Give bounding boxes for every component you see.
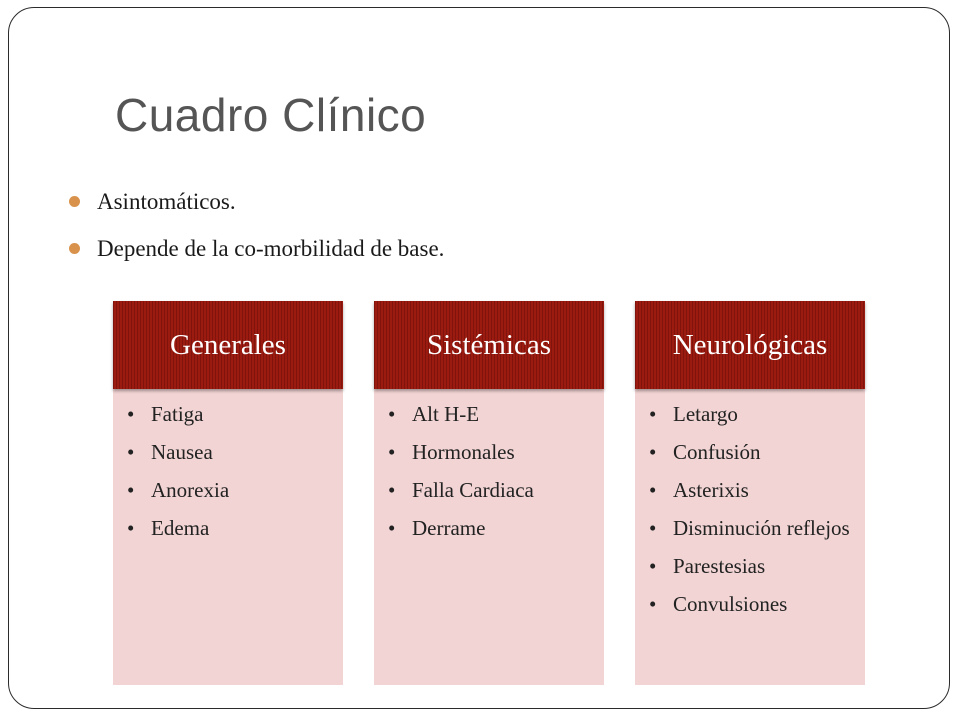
list-item	[388, 515, 598, 541]
bullet-icon: •	[127, 440, 135, 464]
list-item-text: Hormonales	[412, 440, 515, 464]
list-item	[649, 553, 859, 579]
bullet-item	[69, 180, 444, 227]
list-item-text: Fatiga	[151, 402, 204, 426]
bullet-icon: •	[649, 402, 657, 426]
slide-title: Cuadro Clínico	[115, 89, 427, 141]
list-item-text: Letargo	[673, 402, 738, 426]
bullet-icon: •	[388, 516, 396, 540]
bullet-icon: •	[649, 440, 657, 464]
intro-bullet-list	[69, 180, 444, 274]
bullet-icon: •	[649, 592, 657, 616]
list-item-text: Disminución reflejos	[673, 516, 850, 540]
column-header: Neurológicas	[635, 301, 865, 389]
list-item-text: Confusión	[673, 440, 761, 464]
list-item-text: Nausea	[151, 440, 213, 464]
list-item	[127, 477, 337, 503]
list-item	[127, 515, 337, 541]
bullet-dot-icon	[69, 243, 80, 254]
bullet-text: Depende de la co-morbilidad de base.	[97, 236, 445, 261]
slide-frame	[8, 7, 950, 709]
list-item	[388, 401, 598, 427]
column-item-list	[127, 401, 337, 553]
list-item	[649, 591, 859, 617]
bullet-icon: •	[127, 516, 135, 540]
bullet-dot-icon	[69, 196, 80, 207]
list-item	[649, 477, 859, 503]
list-item	[649, 439, 859, 465]
bullet-icon: •	[388, 440, 396, 464]
bullet-icon: •	[649, 554, 657, 578]
list-item	[649, 515, 859, 541]
list-item-text: Convulsiones	[673, 592, 788, 616]
list-item-text: Falla Cardiaca	[412, 478, 534, 502]
list-item	[649, 401, 859, 427]
column-item-list	[649, 401, 859, 629]
column-header: Sistémicas	[374, 301, 604, 389]
list-item-text: Parestesias	[673, 554, 766, 578]
list-item-text: Anorexia	[151, 478, 230, 502]
list-item-text: Edema	[151, 516, 210, 540]
list-item-text: Derrame	[412, 516, 486, 540]
bullet-icon: •	[388, 478, 396, 502]
bullet-item	[69, 227, 444, 274]
column-sistemicas	[374, 301, 604, 685]
bullet-text: Asintomáticos.	[97, 189, 236, 214]
bullet-icon: •	[649, 516, 657, 540]
column-generales	[113, 301, 343, 685]
bullet-icon: •	[649, 478, 657, 502]
bullet-icon: •	[127, 402, 135, 426]
bullet-icon: •	[388, 402, 396, 426]
bullet-icon: •	[127, 478, 135, 502]
column-neurologicas	[635, 301, 865, 685]
list-item	[127, 439, 337, 465]
list-item-text: Asterixis	[673, 478, 749, 502]
list-item	[127, 401, 337, 427]
list-item-text: Alt H-E	[412, 402, 480, 426]
list-item	[388, 477, 598, 503]
column-item-list	[388, 401, 598, 553]
list-item	[388, 439, 598, 465]
column-header: Generales	[113, 301, 343, 389]
